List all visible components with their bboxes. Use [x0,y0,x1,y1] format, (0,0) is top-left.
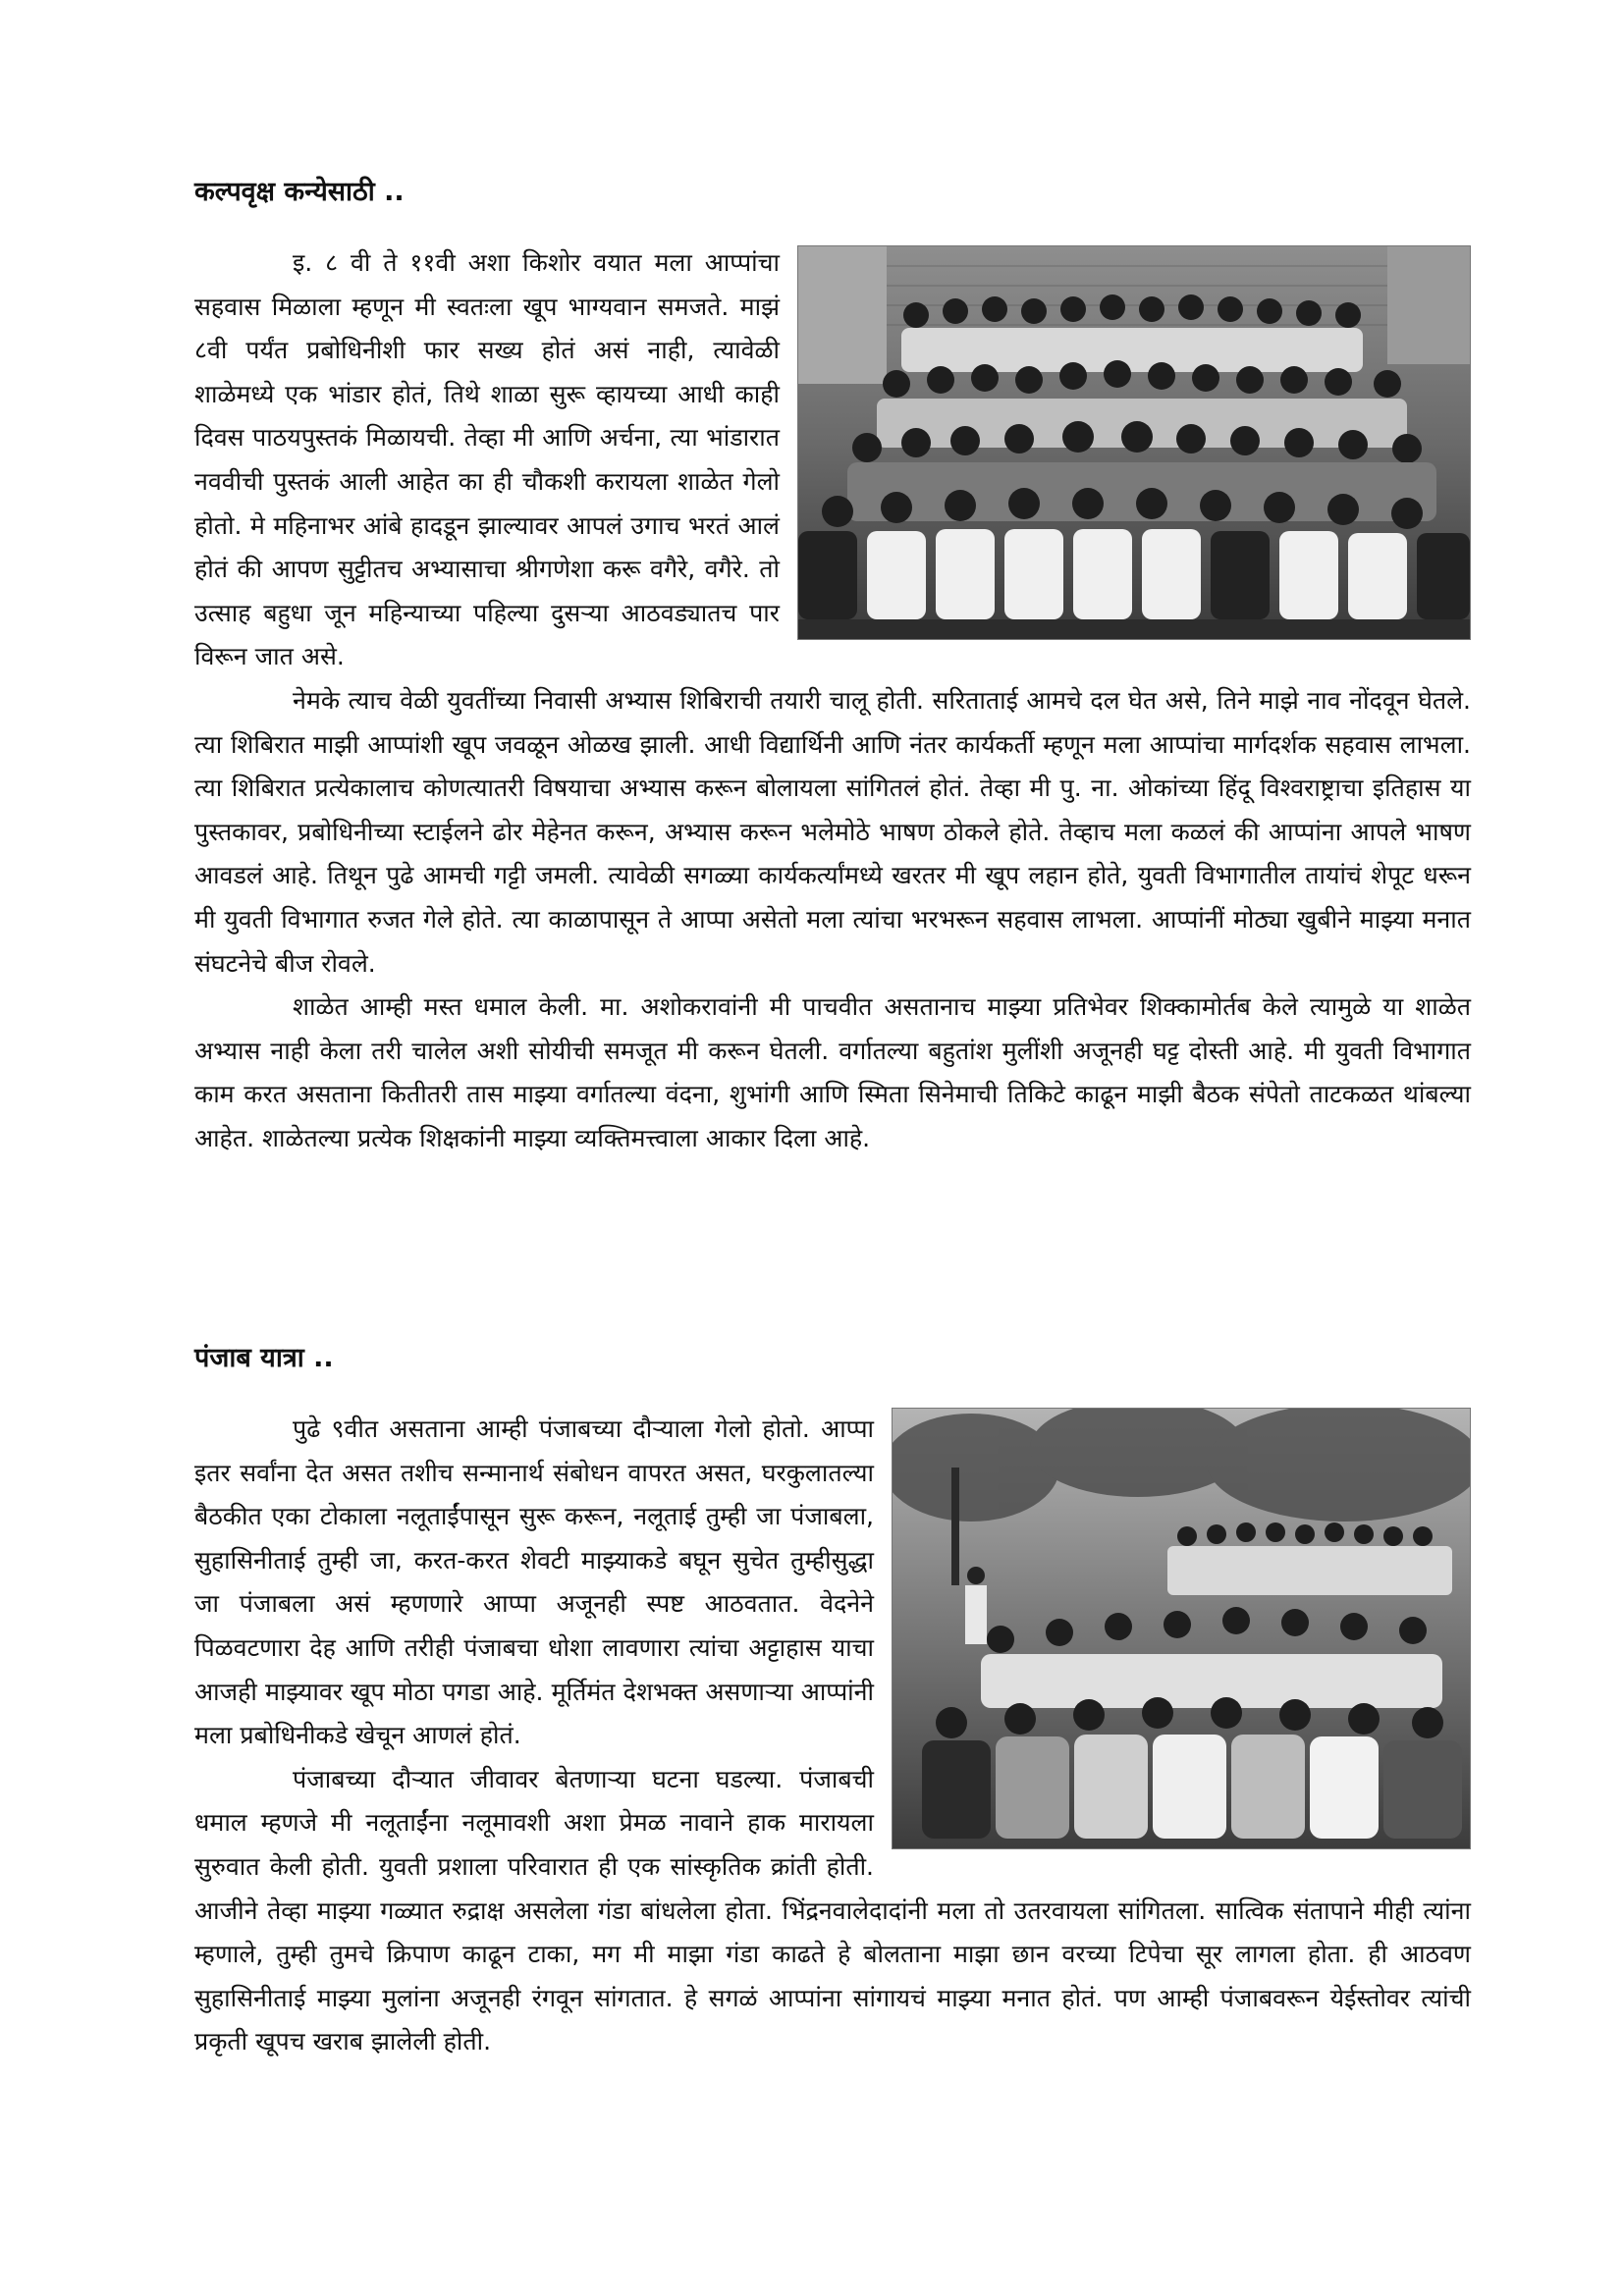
group-photo-school-girls [797,245,1471,640]
paragraph: नेमके त्याच वेळी युवतींच्या निवासी अभ्यास शिबिराची तयारी चालू होती. सरिताताई आमचे दल घेत असे, तिने माझे नाव नोंदवून घेतले. त्या शिबिरात माझी आप्पांशी खूप जवळून ओळख झाली. आधी विद्यार्थिनी आणि नंतर कार्यकर्ती म्हणून मला आप्पांचा मार्गदर्शक सहवास लाभला. त्या शिबिरात प्रत्येकालाच कोणत्यातरी विषयाचा अभ्यास करून बोलायला सांगितलं होतं. तेव्हा मी पु. ना. ओकांच्या हिंदू विश्वराष्ट्राचा इतिहास या पुस्तकावर, प्रबोधिनीच्या स्टाईलने ढोर मेहेनत करून, अभ्यास करून भलेमोठे भाषण ठोकले होते. तेव्हाच मला कळलं की आप्पांना आपले भाषण आवडलं आहे. तिथून पुढे आमची गट्टी जमली. त्यावेळी सगळ्या कार्यकर्त्यांमध्ये खरतर मी खूप लहान होते, युवती विभागातील तायांचं शेपूट धरून मी युवती विभागात रुजत गेले होते. त्या काळापासून ते आप्पा असेतो मला त्यांचा भरभरून सहवास लाभला. आप्पांनीं मोठ्या खुबीने माझ्या मनात संघटनेचे बीज रोवले. [194,685,1471,978]
section-heading: पंजाब यात्रा .. [194,1343,334,1373]
section-kalpavruksha [194,173,1471,1160]
paragraph: शाळेत आम्ही मस्त धमाल केली. मा. अशोकरावांनी मी पाचवीत असतानाच माझ्या प्रतिभेवर शिक्कामोर्तब केले त्यामुळे या शाळेत अभ्यास नाही केला तरी चालेल अशी सोयीची समजूत मी करून घेतली. वर्गातल्या बहुतांश मुलींशी अजूनही घट्ट दोस्ती आहे. मी युवती विभागात काम करत असताना कितीतरी तास माझ्या वर्गातल्या वंदना, शुभांगी आणि स्मिता सिनेमाची तिकिटे काढून माझी बैठक संपेतो ताटकळत थांबल्या आहेत. शाळेतल्या प्रत्येक शिक्षकांनी माझ्या व्यक्तिमत्त्वाला आकार दिला आहे. [194,992,1471,1152]
group-photo-punjab-trip [892,1408,1471,1849]
paragraph: इ. ८ वी ते ११वी अशा किशोर वयात मला आप्पांचा सहवास मिळाला म्हणून मी स्वतःला खूप भाग्यवान समजते. माझं ८वी पर्यंत प्रबोधिनीशी फार सख्य होतं असं नाही, त्यावेळी शाळेमध्ये एक भांडार होतं, तिथे शाळा सुरू व्हायच्या आधी काही दिवस पाठयपुस्तकं मिळायची. तेव्हा मी आणि अर्चना, त्या भांडारात नववीची पुस्तकं आली आहेत का ही चौकशी करायला शाळेत गेलो होतो. मे महिनाभर आंबे हादडून झाल्यावर आपलं उगाच भरतं आलं होतं की आपण सुट्टीतच अभ्यासाचा श्रीगणेशा करू वगैरे, वगैरे. तो उत्साह बहुधा जून महिन्याच्या पहिल्या दुसऱ्या आठवड्यातच पार विरून जात असे. [194,248,780,671]
section-body [194,241,1471,1160]
section-body [194,1408,1471,2064]
paragraph: पुढे ९वीत असताना आम्ही पंजाबच्या दौऱ्याला गेलो होतो. आप्पा इतर सर्वांना देत असत तशीच सन्मानार्थ संबोधन वापरत असत, घरकुलातल्या बैठकीत एका टोकाला नलूताईंपासून सुरू करून, नलूताई तुम्ही जा पंजाबला, सुहासिनीताई तुम्ही जा, करत-करत शेवटी माझ्याकडे बघून सुचेत तुम्हीसुद्धा जा पंजाबला असं म्हणणारे आप्पा अजूनही स्पष्ट आठवतात. वेदनेने पिळवटणारा देह आणि तरीही पंजाबचा धोशा लावणारा त्यांचा अट्टाहास याचा आजही माझ्यावर खूप मोठा पगडा आहे. मूर्तिमंत देशभक्त असणाऱ्या आप्पांनी मला प्रबोधिनीकडे खेचून आणलं होतं. [194,1415,874,1750]
group-photo-image [798,246,1470,639]
section-punjab-yatra [194,1339,1471,2064]
group-photo-image [893,1409,1470,1848]
paragraph: पंजाबच्या दौऱ्यात जीवावर बेतणाऱ्या घटना घडल्या. पंजाबची धमाल म्हणजे मी नलूताईंना नलूमावशी अशा प्रेमळ नावाने हाक मारायला सुरुवात केली होती. युवती प्रशाला परिवारात ही एक सांस्कृतिक क्रांती होती. आजीने तेव्हा माझ्या गळ्यात रुद्राक्ष असलेला गंडा बांधलेला होता. भिंद्रनवालेदादांनी मला तो उतरवायला सांगितला. सात्विक संतापाने मीही त्यांना म्हणाले, तुम्ही तुमचे क्रिपाण काढून टाका, मग मी माझा गंडा काढते हे बोलताना माझा छान वरच्या टिपेचा सूर लागला होता. ही आठवण सुहासिनीताई माझ्या मुलांना अजूनही रंगवून सांगतात. हे सगळं आप्पांना सांगायचं माझ्या मनात होतं. पण आम्ही पंजाबवरून येईस्तोवर त्यांची प्रकृती खूपच खराब झालेली होती. [194,1764,1471,2056]
section-heading: कल्पवृक्ष कन्येसाठी .. [194,177,405,207]
